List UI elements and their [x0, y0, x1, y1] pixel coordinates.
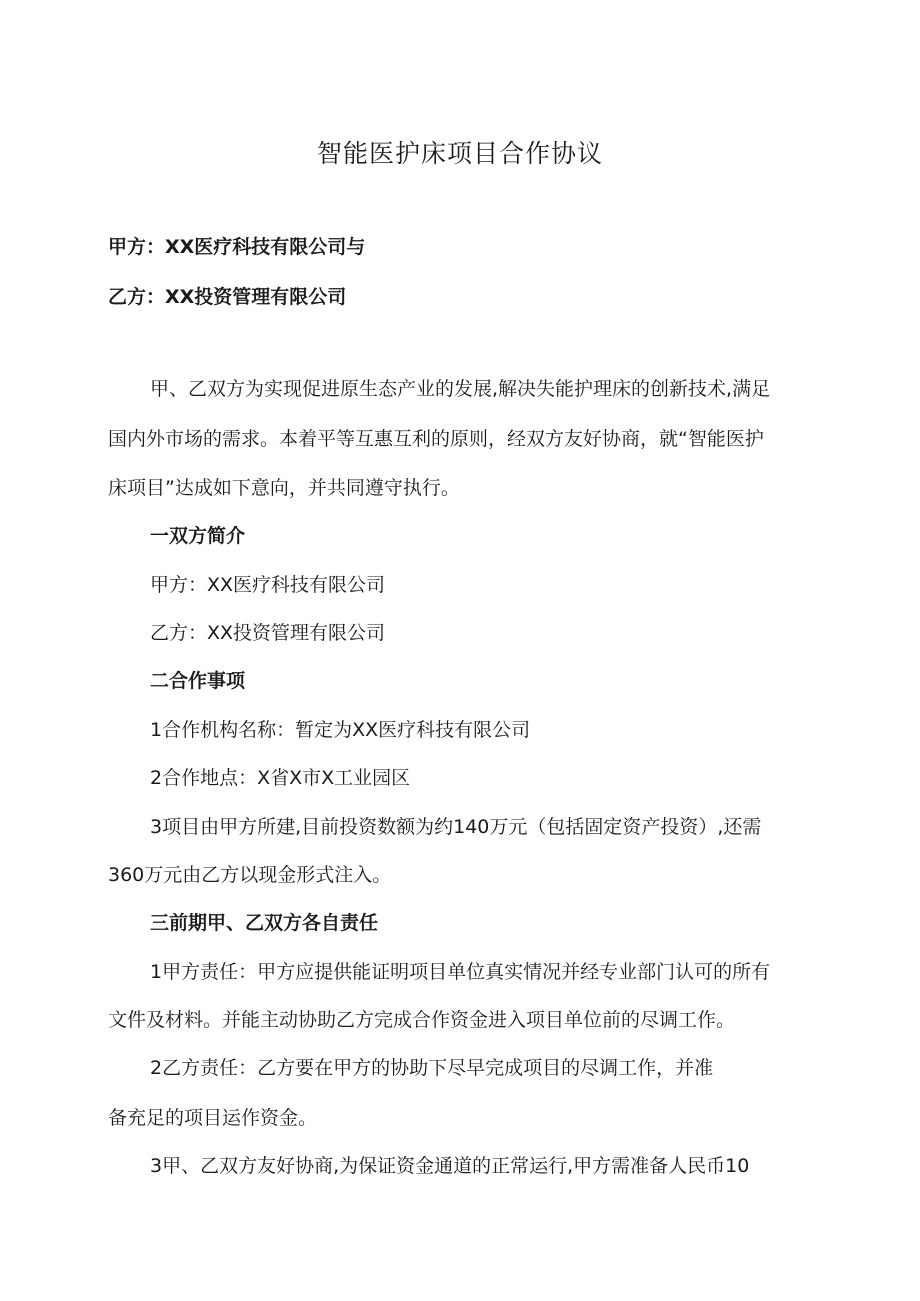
cooperation-item-3: 3项目由甲方所建,目前投资数额为约140万元（包括固定资产投资）,还需 [150, 816, 762, 838]
party-a-line: 甲方：XX医疗科技有限公司与 [108, 236, 366, 258]
section-heading-cooperation: 二合作事项 [150, 670, 246, 692]
responsibility-item-1-cont: 文件及材料。并能主动协助乙方完成合作资金进入项目单位前的尽调工作。 [108, 1009, 736, 1031]
party-b-line: 乙方：XX投资管理有限公司 [108, 286, 347, 308]
intro-line-1: 甲、乙双方为实现促进原生态产业的发展,解决失能护理床的创新技术,满足 [150, 378, 771, 400]
section-heading-intro: 一双方简介 [150, 525, 246, 547]
intro-line-2: 国内外市场的需求。本着平等互惠互利的原则，经双方友好协商，就“智能医护 [108, 428, 764, 450]
responsibility-item-2: 2乙方责任：乙方要在甲方的协助下尽早完成项目的尽调工作，并准 [150, 1057, 714, 1079]
responsibility-item-1: 1甲方责任：甲方应提供能证明项目单位真实情况并经专业部门认可的所有 [150, 961, 771, 983]
intro-line-3: 床项目”达成如下意向，并共同遵守执行。 [108, 477, 460, 499]
responsibility-item-2-cont: 备充足的项目运作资金。 [108, 1107, 318, 1129]
cooperation-item-1: 1合作机构名称：暂定为XX医疗科技有限公司 [150, 719, 531, 741]
cooperation-item-3-cont: 360万元由乙方以现金形式注入。 [108, 864, 392, 886]
party-a-intro: 甲方：XX医疗科技有限公司 [150, 574, 386, 596]
responsibility-item-3: 3甲、乙双方友好协商,为保证资金通道的正常运行,甲方需准备人民币10 [150, 1155, 750, 1177]
document-title: 智能医护床项目合作协议 [316, 139, 603, 168]
party-b-intro: 乙方：XX投资管理有限公司 [150, 622, 386, 644]
cooperation-item-2: 2合作地点：X省X市X工业园区 [150, 767, 411, 789]
section-heading-responsibilities: 三前期甲、乙双方各自责任 [150, 912, 379, 934]
